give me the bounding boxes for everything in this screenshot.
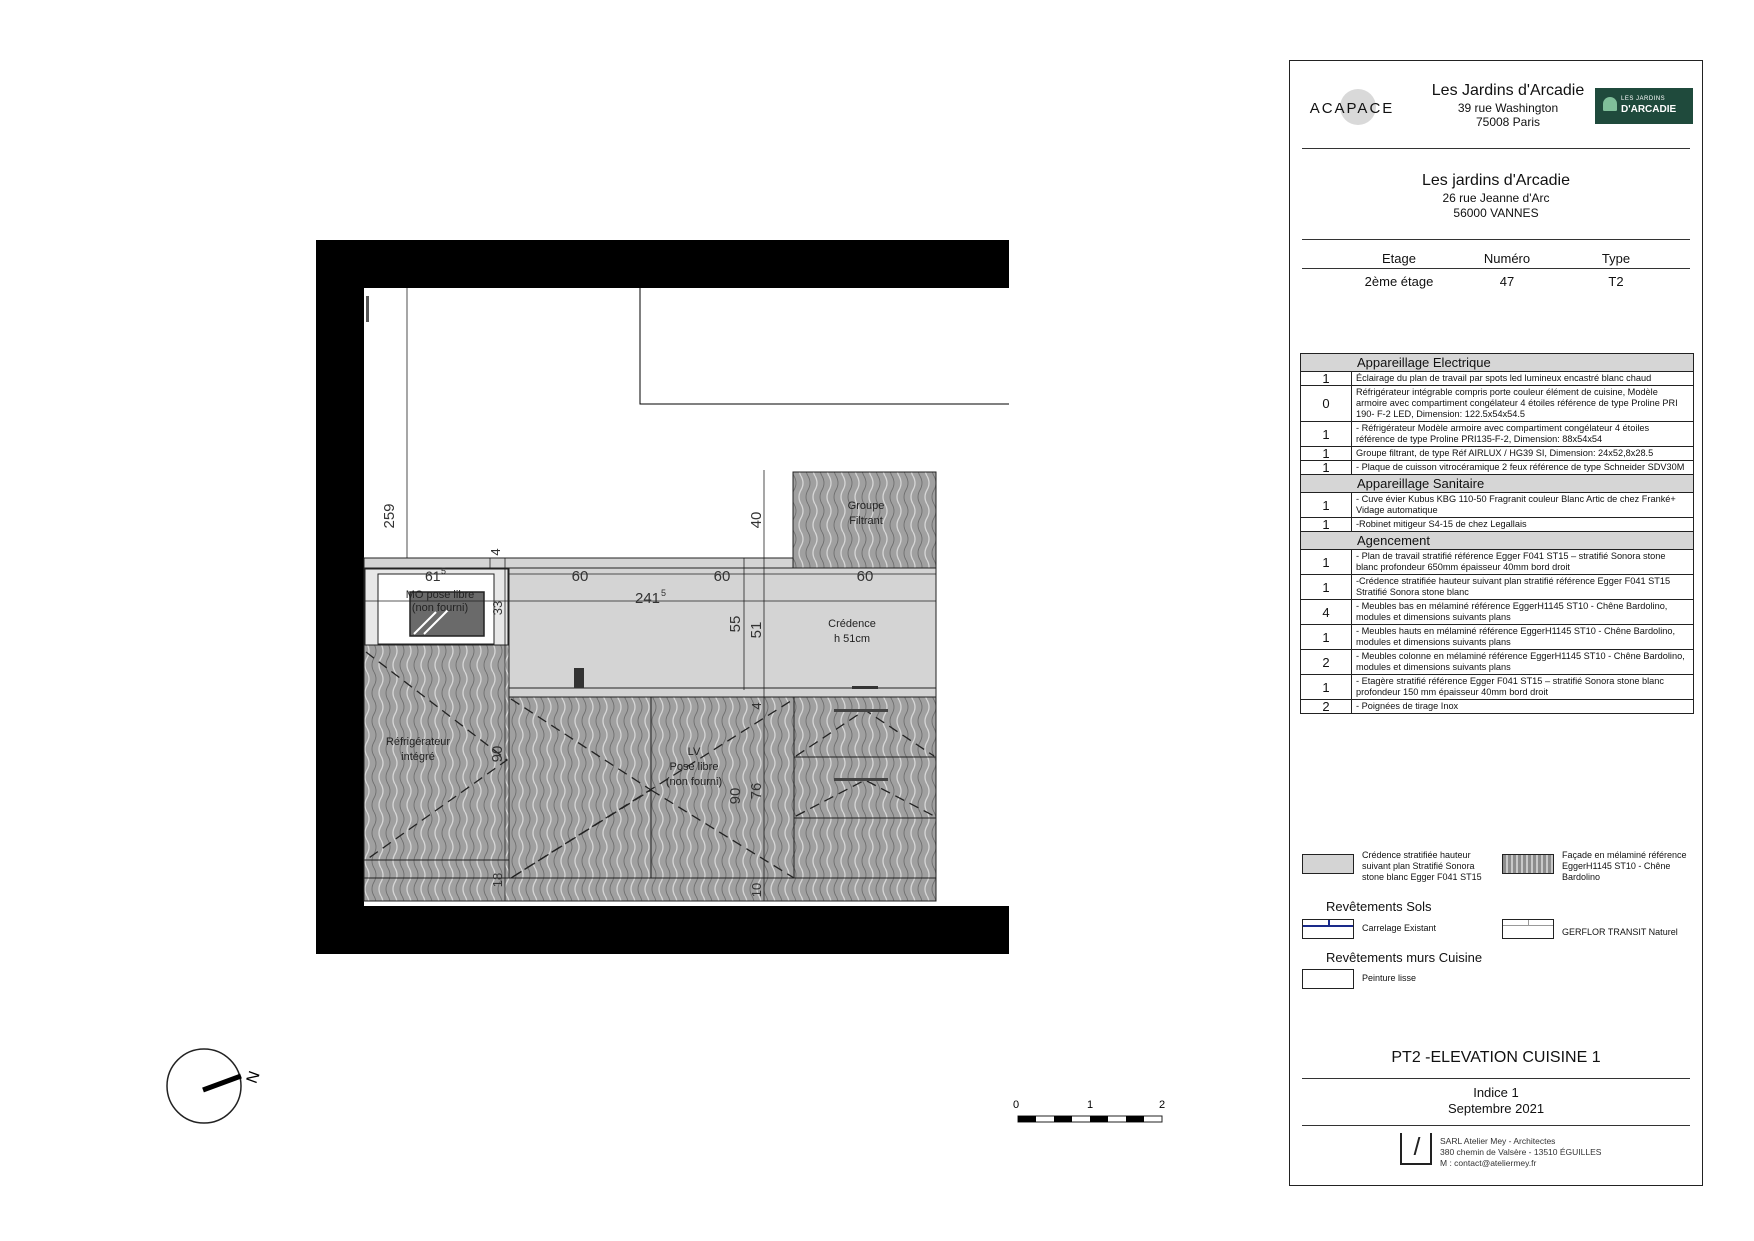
architect-logo (1400, 1133, 1432, 1165)
scale-1: 1 (1086, 1099, 1094, 1111)
spec-section-header (1301, 354, 1694, 372)
dim-241: 241 (635, 590, 661, 607)
brand-logo-line1: LES JARDINS (1621, 96, 1666, 102)
dim-18: 18 (490, 872, 505, 888)
spec-qty: 2 (1301, 650, 1352, 675)
label-refrigerateur: Réfrigérateur (385, 736, 451, 748)
sheet-title: PT2 -ELEVATION CUISINE 1 (1391, 1049, 1601, 1066)
hob-handle (834, 709, 888, 712)
base-cabinet-right (794, 697, 936, 878)
divider (1302, 239, 1690, 240)
north-label: N (243, 1069, 264, 1086)
spec-qty: 0 (1301, 386, 1352, 422)
legend-carrelage-text: Carrelage Existant (1362, 923, 1437, 933)
scale-segment (1054, 1116, 1072, 1122)
spec-section-header (1301, 532, 1694, 550)
spec-row (1301, 625, 1694, 650)
label-groupe2: Filtrant (849, 515, 883, 527)
spec-qty: 1 (1301, 493, 1352, 518)
spec-qty: 1 (1301, 422, 1352, 447)
spec-description: Groupe filtrant, de type Réf AIRLUX / HG39 SI, Dimension: 24x52,8x28.5 (1352, 447, 1694, 461)
legend-murs-title: Revêtements murs Cuisine (1326, 950, 1483, 965)
tap (574, 668, 584, 688)
scale-segment (1018, 1116, 1036, 1122)
spec-qty: 1 (1301, 372, 1352, 386)
dim-90b: 90 (727, 787, 744, 805)
legend-facade-text: Façade en mélaminé référence EggerH1145 ST10 - Chêne Bardolino (1562, 850, 1687, 882)
scale-segment (1090, 1116, 1108, 1122)
north-arrow (167, 1049, 264, 1123)
label-lv3: (non fourni) (665, 776, 723, 788)
spec-description: - Meubles bas en mélaminé référence EggerH1145 ST10 - Chêne Bardolino, modules et dimensions suivants plans (1352, 600, 1694, 625)
legend-credence-swatch (1302, 854, 1354, 874)
spec-section-title: Agencement (1301, 532, 1694, 550)
spec-qty: 1 (1301, 518, 1352, 532)
spec-qty: 1 (1301, 550, 1352, 575)
spec-row (1301, 422, 1694, 447)
dim-241-sup: 5 (661, 588, 667, 598)
drawer-handle (834, 778, 888, 781)
firm-address-1: 39 rue Washington (1457, 101, 1559, 115)
dim-4b: 4 (749, 702, 764, 710)
spec-description: - Meubles colonne en mélaminé référence EggerH1145 ST10 - Chêne Bardolino, modules et dimensions suivants plans (1352, 650, 1694, 675)
dim-90a: 90 (489, 745, 506, 763)
spec-description: - Plaque de cuisson vitrocéramique 2 feux référence de type Schneider SDV30M (1352, 461, 1694, 475)
title-block (1289, 60, 1703, 1186)
legend-credence-text: Crédence stratifiée hauteur suivant plan Stratifié Sonora stone blanc Egger F041 ST15 (1362, 850, 1482, 882)
spec-qty: 2 (1301, 700, 1352, 714)
spec-row (1301, 700, 1694, 714)
tile-line-v (1328, 920, 1330, 926)
spec-section-title: Appareillage Sanitaire (1301, 475, 1694, 493)
label-lv2: Pose libre (669, 761, 719, 773)
info-header-numero: Numéro (1483, 251, 1531, 266)
firm-name: Les Jardins d'Arcadie (1431, 82, 1585, 99)
dim-61-sup: 5 (441, 566, 447, 576)
legend-gerflor-text: GERFLOR TRANSIT Naturel (1562, 927, 1678, 937)
spec-description: - Meubles hauts en mélaminé référence EggerH1145 ST10 - Chêne Bardolino, modules et dimensions suivants plans (1352, 625, 1694, 650)
sheet-indice: Indice 1 (1473, 1085, 1519, 1100)
spec-description: Éclairage du plan de travail par spots led lumineux encastré blanc chaud (1352, 372, 1694, 386)
acapace-logo-mark (1300, 87, 1404, 127)
label-lv: LV (687, 746, 701, 758)
legend-gerflor-swatch (1502, 919, 1554, 939)
scale-0: 0 (1012, 1099, 1020, 1111)
info-header-etage: Etage (1382, 251, 1416, 266)
spec-row (1301, 518, 1694, 532)
label-mo2: (non fourni) (411, 602, 469, 614)
dim-60a: 60 (571, 568, 589, 585)
legend-sols-title: Revêtements Sols (1326, 899, 1432, 914)
spec-section-title: Appareillage Electrique (1301, 354, 1694, 372)
firm-address-2: 75008 Paris (1475, 115, 1541, 129)
info-value-etage: 2ème étage (1364, 274, 1434, 289)
dim-4a: 4 (488, 548, 503, 556)
spec-row (1301, 600, 1694, 625)
label-mo: MO pose libre (405, 589, 475, 601)
dim-33: 33 (490, 600, 505, 616)
dim-61: 61 (425, 568, 441, 584)
scale-segment (1126, 1116, 1144, 1122)
acapace-logo (1300, 87, 1404, 127)
scale-bar (1013, 1099, 1165, 1122)
equipment-spec-table (1300, 353, 1694, 714)
architect-line-2: 380 chemin de Valsère - 13510 ÉGUILLES (1440, 1147, 1602, 1157)
spec-qty: 1 (1301, 675, 1352, 700)
spec-description: - Etagère stratifié référence Egger F041 ST15 – stratifié Sonora stone blanc profondeur 150 mm épaisseur 40mm bord droit (1352, 675, 1694, 700)
scale-2: 2 (1158, 1099, 1166, 1111)
legend-peinture-text: Peinture lisse (1362, 973, 1417, 983)
spec-row (1301, 372, 1694, 386)
base-cabinet-left (509, 697, 651, 878)
spec-qty: 1 (1301, 447, 1352, 461)
label-credence: Crédence (828, 618, 876, 630)
hob-knob (852, 686, 878, 689)
spec-description: Réfrigérateur intégrable compris porte couleur élément de cuisine, Modèle armoire avec compartiment congélateur 4 étoiles référence de type Proline PRI 190- F-2 LED, Dimension: 122.5x54x54.5 (1352, 386, 1694, 422)
spec-row (1301, 550, 1694, 575)
spec-qty: 1 (1301, 575, 1352, 600)
dim-60c: 60 (856, 568, 874, 585)
countertop (364, 558, 793, 568)
spec-description: -Robinet mitigeur S4-15 de chez Legallais (1352, 518, 1694, 532)
spec-row (1301, 675, 1694, 700)
info-header-type: Type (1601, 251, 1631, 266)
architect-line-3: M : contact@ateliermey.fr (1440, 1158, 1537, 1168)
divider (1302, 148, 1690, 149)
label-groupe: Groupe (847, 500, 885, 512)
brand-logo-tree-icon (1603, 97, 1617, 111)
project-name: Les jardins d'Arcadie (1421, 172, 1571, 189)
project-address-1: 26 rue Jeanne d'Arc (1442, 191, 1550, 205)
legend-facade-swatch (1502, 854, 1554, 874)
architect-logo-mark (1404, 1137, 1421, 1155)
legend-carrelage-swatch (1302, 919, 1354, 939)
label-credence2: h 51cm (833, 633, 871, 645)
spec-qty: 1 (1301, 461, 1352, 475)
info-value-type: T2 (1608, 274, 1624, 289)
spec-description: - Poignées de tirage Inox (1352, 700, 1694, 714)
divider (1302, 1078, 1690, 1079)
spec-row (1301, 461, 1694, 475)
architect-line-1: SARL Atelier Mey - Architectes (1440, 1136, 1556, 1146)
dim-259: 259 (381, 503, 398, 529)
spec-row (1301, 650, 1694, 675)
gerflor-line-v (1528, 920, 1529, 926)
dim-55: 55 (727, 615, 744, 633)
worktop (509, 688, 936, 697)
dim-40: 40 (748, 511, 765, 529)
dim-10: 10 (749, 882, 764, 898)
spec-row (1301, 493, 1694, 518)
window-outline (640, 288, 1009, 404)
spec-row (1301, 575, 1694, 600)
spec-qty: 1 (1301, 625, 1352, 650)
spec-section-header (1301, 475, 1694, 493)
label-refrigerateur2: intégré (401, 751, 435, 763)
spec-row (1301, 447, 1694, 461)
project-address-2: 56000 VANNES (1453, 206, 1539, 220)
spec-description: - Cuve évier Kubus KBG 110-50 Fragranit couleur Blanc Artic de chez Franké+ Vidage automatique (1352, 493, 1694, 518)
plinth (364, 878, 936, 901)
dim-60b: 60 (713, 568, 731, 585)
divider (1302, 1125, 1690, 1126)
spec-description: - Réfrigérateur Modèle armoire avec compartiment congélateur 4 étoiles référence de type Proline PRI135-F-2, Dimension: 88x54x54 (1352, 422, 1694, 447)
spec-description: -Crédence stratifiée hauteur suivant plan stratifié référence Egger F041 ST15 Stratifié Sonora stone blanc (1352, 575, 1694, 600)
sheet-date: Septembre 2021 (1447, 1101, 1545, 1116)
dim-76: 76 (748, 782, 765, 800)
brand-logo-line2: D'ARCADIE (1621, 104, 1677, 115)
divider (1302, 268, 1690, 269)
spec-row (1301, 386, 1694, 422)
legend-peinture-swatch (1302, 969, 1354, 989)
info-value-numero: 47 (1499, 274, 1515, 289)
acapace-logo-text: ACAPACE (1309, 100, 1395, 117)
dim-51: 51 (748, 621, 765, 639)
brand-logo (1595, 88, 1693, 124)
spec-qty: 4 (1301, 600, 1352, 625)
spec-description: - Plan de travail stratifié référence Egger F041 ST15 – stratifié Sonora stone blanc profondeur 650mm épaisseur 40mm bord droit (1352, 550, 1694, 575)
